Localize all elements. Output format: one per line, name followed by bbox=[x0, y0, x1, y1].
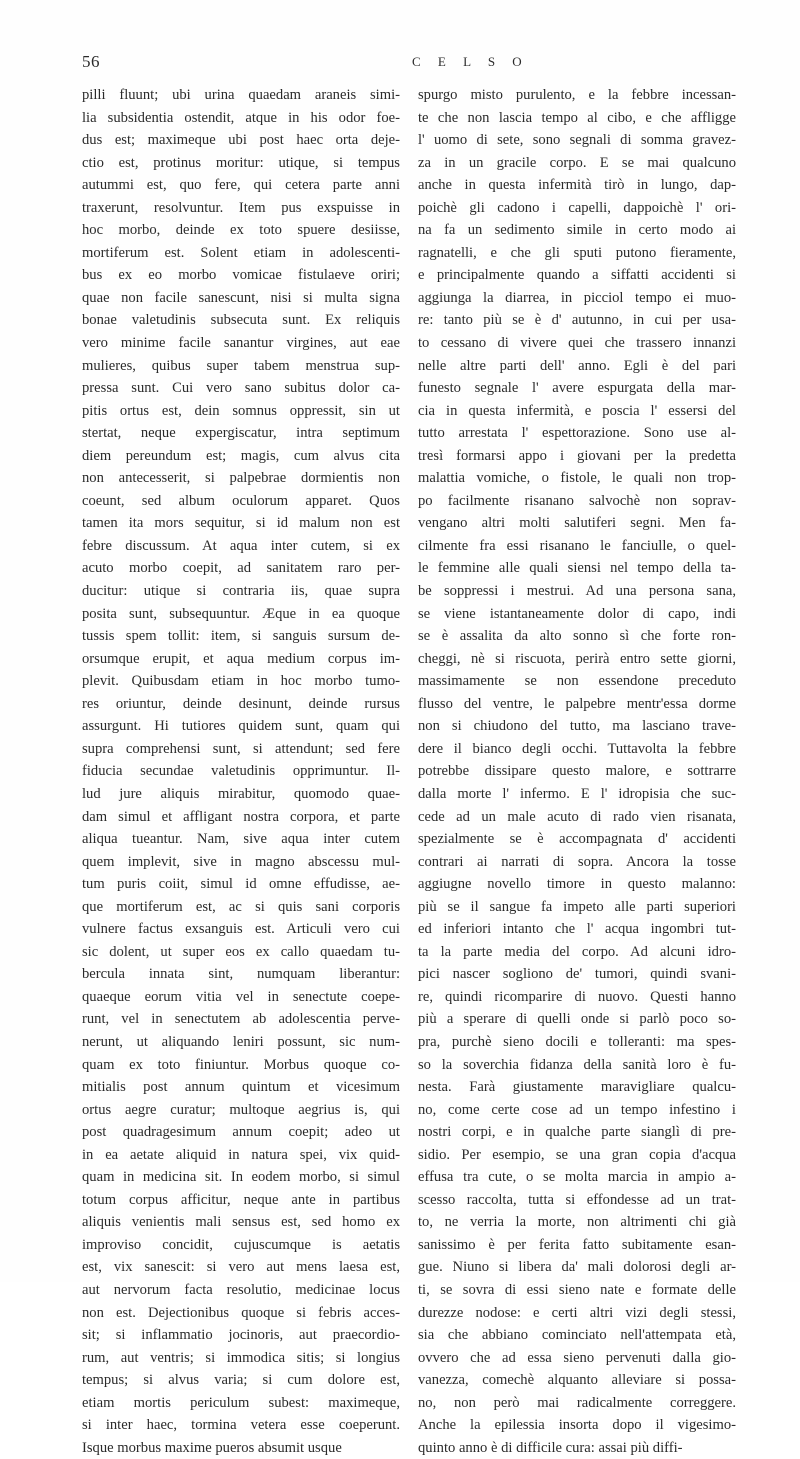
text-line: l' uomo di sete, sono segnali di somma gravez- bbox=[418, 132, 736, 149]
text-line: pitis ortus est, dein somnus oppressit, sin ut bbox=[82, 402, 400, 419]
text-line: orsumque erupit, et aqua medium corpus im- bbox=[82, 650, 400, 667]
text-line: vero minime facile sanantur virgines, aut eae bbox=[82, 335, 400, 352]
text-line: za in un gracile corpo. E se mai qualcuno bbox=[418, 154, 736, 171]
text-line: nerunt, ut aliquando leniri possunt, sic num- bbox=[82, 1033, 400, 1050]
text-line: mortiferum est. Solent etiam in adolescenti- bbox=[82, 244, 400, 261]
text-line: febre discussum. At aqua inter cutem, si ex bbox=[82, 537, 400, 554]
text-line: pilli fluunt; ubi urina quaedam araneis simi- bbox=[82, 87, 400, 103]
text-line: non si chiudono del tutto, ma lasciano trave- bbox=[418, 718, 736, 735]
text-line: aggiugne novello timore in questo malanno: bbox=[418, 876, 736, 893]
text-line: lud jure aliquis mirabitur, quomodo quae- bbox=[82, 785, 400, 802]
text-line: no, non però mai radicalmente correggere. bbox=[418, 1394, 736, 1411]
text-line: aliquis venientis mali sensus est, sed homo ex bbox=[82, 1214, 400, 1231]
text-line: pressa sunt. Cui vero sano subitus dolor ca- bbox=[82, 380, 400, 397]
text-line: ta la parte media del corpo. Ad alcuni idro- bbox=[418, 943, 736, 960]
text-line: le femmine alle quali siensi nel tempo della ta- bbox=[418, 560, 736, 577]
latin-text-column bbox=[82, 84, 400, 1459]
text-line: cilmente fra essi risanano le fanciulle, o quel- bbox=[418, 537, 736, 554]
text-line: te che non lascia tempo al cibo, e che affligge bbox=[418, 109, 736, 126]
running-head bbox=[82, 52, 730, 76]
text-line: to cessano di vivere quei che trassero innanzi bbox=[418, 335, 736, 352]
text-line: po facilmente risanano salvochè non soprav- bbox=[418, 492, 736, 509]
text-line: acuto morbo coepit, ad sanitatem raro per- bbox=[82, 560, 400, 577]
text-line: diem pereundum est; magis, cum alvus cita bbox=[82, 447, 400, 464]
text-line: quam in medicina sit. In eodem morbo, si simul bbox=[82, 1169, 400, 1186]
text-line: bercula innata sint, numquam liberantur: bbox=[82, 966, 400, 983]
text-line: totum corpus afficitur, neque ante in partibus bbox=[82, 1191, 400, 1208]
text-line: bonae valetudinis subsecuta sunt. Ex reliquis bbox=[82, 312, 400, 329]
text-line: supra comprehensi sunt, si attendunt; sed fere bbox=[82, 740, 400, 757]
text-line: fiducia secundae valetudinis opprimuntur. Il- bbox=[82, 763, 400, 780]
text-line: ed inferiori intanto che l' acqua ingombri tut- bbox=[418, 921, 736, 938]
text-line: aut nervorum facta resolutio, medicinae locus bbox=[82, 1281, 400, 1298]
text-line: nesta. Farà giustamente maravigliare qualcu- bbox=[418, 1079, 736, 1096]
italian-text-column bbox=[418, 84, 736, 1459]
text-line: ortus aegre curatur; multoque aegrius is, qui bbox=[82, 1101, 400, 1118]
text-line: mulieres, quibus super tabem menstrua sup- bbox=[82, 357, 400, 374]
text-line: so la soverchia fidanza della sanità loro è fu- bbox=[418, 1056, 736, 1073]
running-title: C E L S O bbox=[412, 54, 529, 69]
text-line: nelle altre parti dell' anno. Egli è del pari bbox=[418, 357, 736, 374]
text-line: quaeque eorum vitia vel in senectute coepe- bbox=[82, 988, 400, 1005]
text-line: spezialmente se è accompagnata d' accidenti bbox=[418, 831, 736, 848]
text-line: quam ex toto finiuntur. Morbus quoque co- bbox=[82, 1056, 400, 1073]
text-line: tutto arrestata l' espettorazione. Sono use al- bbox=[418, 425, 736, 442]
text-line: in ea aetate aliquid in natura spei, vix quid- bbox=[82, 1146, 400, 1163]
text-line: vulnere factus exsanguis est. Articuli vero cui bbox=[82, 921, 400, 938]
text-line: re, quindi ricomparire di nuovo. Questi hanno bbox=[418, 988, 736, 1005]
text-line: pra, purchè sieno docili e tolleranti: ma spes- bbox=[418, 1033, 736, 1050]
text-line: ti, se sovra di essi sieno nate e formate delle bbox=[418, 1281, 736, 1298]
text-line: plevit. Quibusdam etiam in hoc morbo tumo- bbox=[82, 673, 400, 690]
text-line: tempus; si alvus varia; si cum dolore est, bbox=[82, 1372, 400, 1389]
text-line: funesto segnale l' avere espurgata della mar- bbox=[418, 380, 736, 397]
text-line: non antecesserit, si palpebrae dormientis non bbox=[82, 470, 400, 487]
text-line: dere il bianco degli occhi. Tuttavolta la febbre bbox=[418, 740, 736, 757]
text-line: traxerunt, resolvuntur. Item pus exspuisse in bbox=[82, 199, 400, 216]
text-line: potrebbe dissipare questo malore, e sottrarre bbox=[418, 763, 736, 780]
text-line: dam simul et affligant nostra corpora, et parte bbox=[82, 808, 400, 825]
text-line: se viene istantaneamente dolor di capo, indi bbox=[418, 605, 736, 622]
text-line: effusa tra cute, o se molta marcia in ampio a- bbox=[418, 1169, 736, 1186]
text-line: quinto anno è di difficile cura: assai più diffi- bbox=[418, 1439, 683, 1456]
text-line: autummi est, quo fere, qui cetera parte anni bbox=[82, 177, 400, 194]
text-line: flusso del ventre, le palpebre mentr'essa dorme bbox=[418, 695, 736, 712]
text-line: tresì formarsi appo i giovani per la predetta bbox=[418, 447, 736, 464]
text-line: durezze nodose: e certi altri vizi degli stessi, bbox=[418, 1304, 736, 1321]
text-line: tussis spem tollit: item, si sanguis sursum de- bbox=[82, 628, 400, 645]
page-number: 56 bbox=[82, 52, 100, 71]
text-line: rum, aut ventris; si immodica sitis; si longius bbox=[82, 1349, 400, 1366]
text-line: vanezza, comechè alquanto alleviare si possa- bbox=[418, 1372, 736, 1389]
text-line: coeunt, sed album oculorum apparet. Quos bbox=[82, 492, 400, 509]
text-line: sit; si inflammatio jocinoris, aut praecordio- bbox=[82, 1327, 400, 1344]
text-line: sia che abbiano cominciato nell'attempata età, bbox=[418, 1327, 736, 1344]
text-line: massimamente se non essendone preceduto bbox=[418, 673, 736, 690]
text-line: que mortiferum est, ac si quis sani corporis bbox=[82, 898, 400, 915]
text-line: hoc morbo, deinde ex toto spuere desiisse, bbox=[82, 222, 400, 239]
text-line: Isque morbus maxime pueros absumit usque bbox=[82, 1439, 342, 1456]
text-line: gue. Niuno si libera da' mali dolorosi degli ar- bbox=[418, 1259, 736, 1276]
text-line: mitialis post annum quintum et vicesimum bbox=[82, 1079, 400, 1096]
text-line: sidio. Per esempio, se una gran copia d'acqua bbox=[418, 1146, 736, 1163]
text-line: ragnatelli, e che gli sputi putono fieramente, bbox=[418, 244, 736, 261]
text-line: sic dolent, ut super eos ex callo quaedam tu- bbox=[82, 943, 400, 960]
text-line: sanissimo è per ferita fatto subitamente esan- bbox=[418, 1236, 736, 1253]
text-line: re: tanto più se è d' autunno, in cui per usa- bbox=[418, 312, 736, 329]
text-line: res oriuntur, deinde desinunt, deinde rursus bbox=[82, 695, 400, 712]
text-line: pici nascer sogliono de' tumori, quindi svani- bbox=[418, 966, 736, 983]
text-line: non est. Dejectionibus quoque si febris acces- bbox=[82, 1304, 400, 1321]
text-line: aggiunga la diarrea, in picciol tempo ei muo- bbox=[418, 289, 736, 306]
text-line: quae non facile sanescunt, nisi si multa signa bbox=[82, 289, 400, 306]
text-line: lia subsidentia ostendit, atque in his odor foe- bbox=[82, 109, 400, 126]
text-line: più se il sangue fa impeto alle parti superiori bbox=[418, 898, 736, 915]
text-line: quem implevit, sive in magno abscessu mul- bbox=[82, 853, 400, 870]
text-line: e principalmente quando a siffatti accidenti si bbox=[418, 267, 736, 284]
text-line: ducitur: utique si contraria iis, quae supra bbox=[82, 583, 400, 600]
text-line: dalla morte l' infermo. E l' idropisia che suc- bbox=[418, 785, 736, 802]
text-line: ctio est, protinus moritur: utique, si tempus bbox=[82, 154, 400, 171]
text-line: improviso concidit, cujuscumque is aetatis bbox=[82, 1236, 400, 1253]
text-line: bus ex eo morbo vomicae fistulaeve oriri; bbox=[82, 267, 400, 284]
text-line: est, vix sanescit: si vero aut mens laesa est, bbox=[82, 1259, 400, 1276]
text-line: etiam mortis periculum subest: maximeque, bbox=[82, 1394, 400, 1411]
text-line: contrari ai narrati di sopra. Ancora la tosse bbox=[418, 853, 736, 870]
text-line: post quadragesimum annum coepit; adeo ut bbox=[82, 1124, 400, 1141]
text-line: vengano altri molti salutiferi segni. Men fa- bbox=[418, 515, 736, 532]
text-line: nostri corpi, e in qualche parte sianglì di pre- bbox=[418, 1124, 736, 1141]
text-line: Anche la epilessia insorta dopo il vigesimo- bbox=[418, 1417, 736, 1434]
text-line: cheggi, nè si riscuota, perirà entro sette giorni, bbox=[418, 650, 736, 667]
text-line: anche in questa infermità tirò in lungo, dap- bbox=[418, 177, 736, 194]
text-line: dus est; maximeque ubi post haec orta deje- bbox=[82, 132, 400, 149]
text-line: poichè gli cadono i capelli, dappoichè l' ori- bbox=[418, 199, 736, 216]
text-line: cede ad un male acuto di rado vien risanata, bbox=[418, 808, 736, 825]
text-line: runt, vel in senectutem ab adolescentia perve- bbox=[82, 1011, 400, 1028]
text-line: be soppressi i mestrui. Ad una persona sana, bbox=[418, 583, 736, 600]
text-line: più a sperare di quelli onde si parlò poco so- bbox=[418, 1011, 736, 1028]
text-line: cia in questa infermità, e poscia l' essersi del bbox=[418, 402, 736, 419]
text-line: ovvero che ad essa sieno pervenuti dalla gio- bbox=[418, 1349, 736, 1366]
text-line: malattia vomiche, o fistole, le quali non trop- bbox=[418, 470, 736, 487]
text-line: aliqua tueantur. Nam, sive aqua inter cutem bbox=[82, 831, 400, 848]
text-line: no, come certe cose ad un tempo infestino i bbox=[418, 1101, 736, 1118]
text-line: posita sunt, subsequuntur. Æque in ea quoque bbox=[82, 605, 400, 622]
text-line: tamen ita mors sequitur, si id malum non est bbox=[82, 515, 400, 532]
text-line: assurgunt. Hi tutiores quidem sunt, quam qui bbox=[82, 718, 400, 735]
text-line: na fa un sedimento simile in certo modo ai bbox=[418, 222, 736, 239]
text-line: to, ne verria la morte, non altrimenti chi già bbox=[418, 1214, 736, 1231]
text-line: spurgo misto purulento, e la febbre incessan- bbox=[418, 87, 736, 103]
text-line: scesso raccolta, tutta si effondesse ad un trat- bbox=[418, 1191, 736, 1208]
text-line: tum puris coiit, simul id omne effudisse, ae- bbox=[82, 876, 400, 893]
text-line: si inter haec, tormina vetera esse coeperunt. bbox=[82, 1417, 400, 1434]
text-line: se è assalita da alto sonno sì che forte ron- bbox=[418, 628, 736, 645]
text-line: stertat, neque expergiscatur, intra septimum bbox=[82, 425, 400, 442]
